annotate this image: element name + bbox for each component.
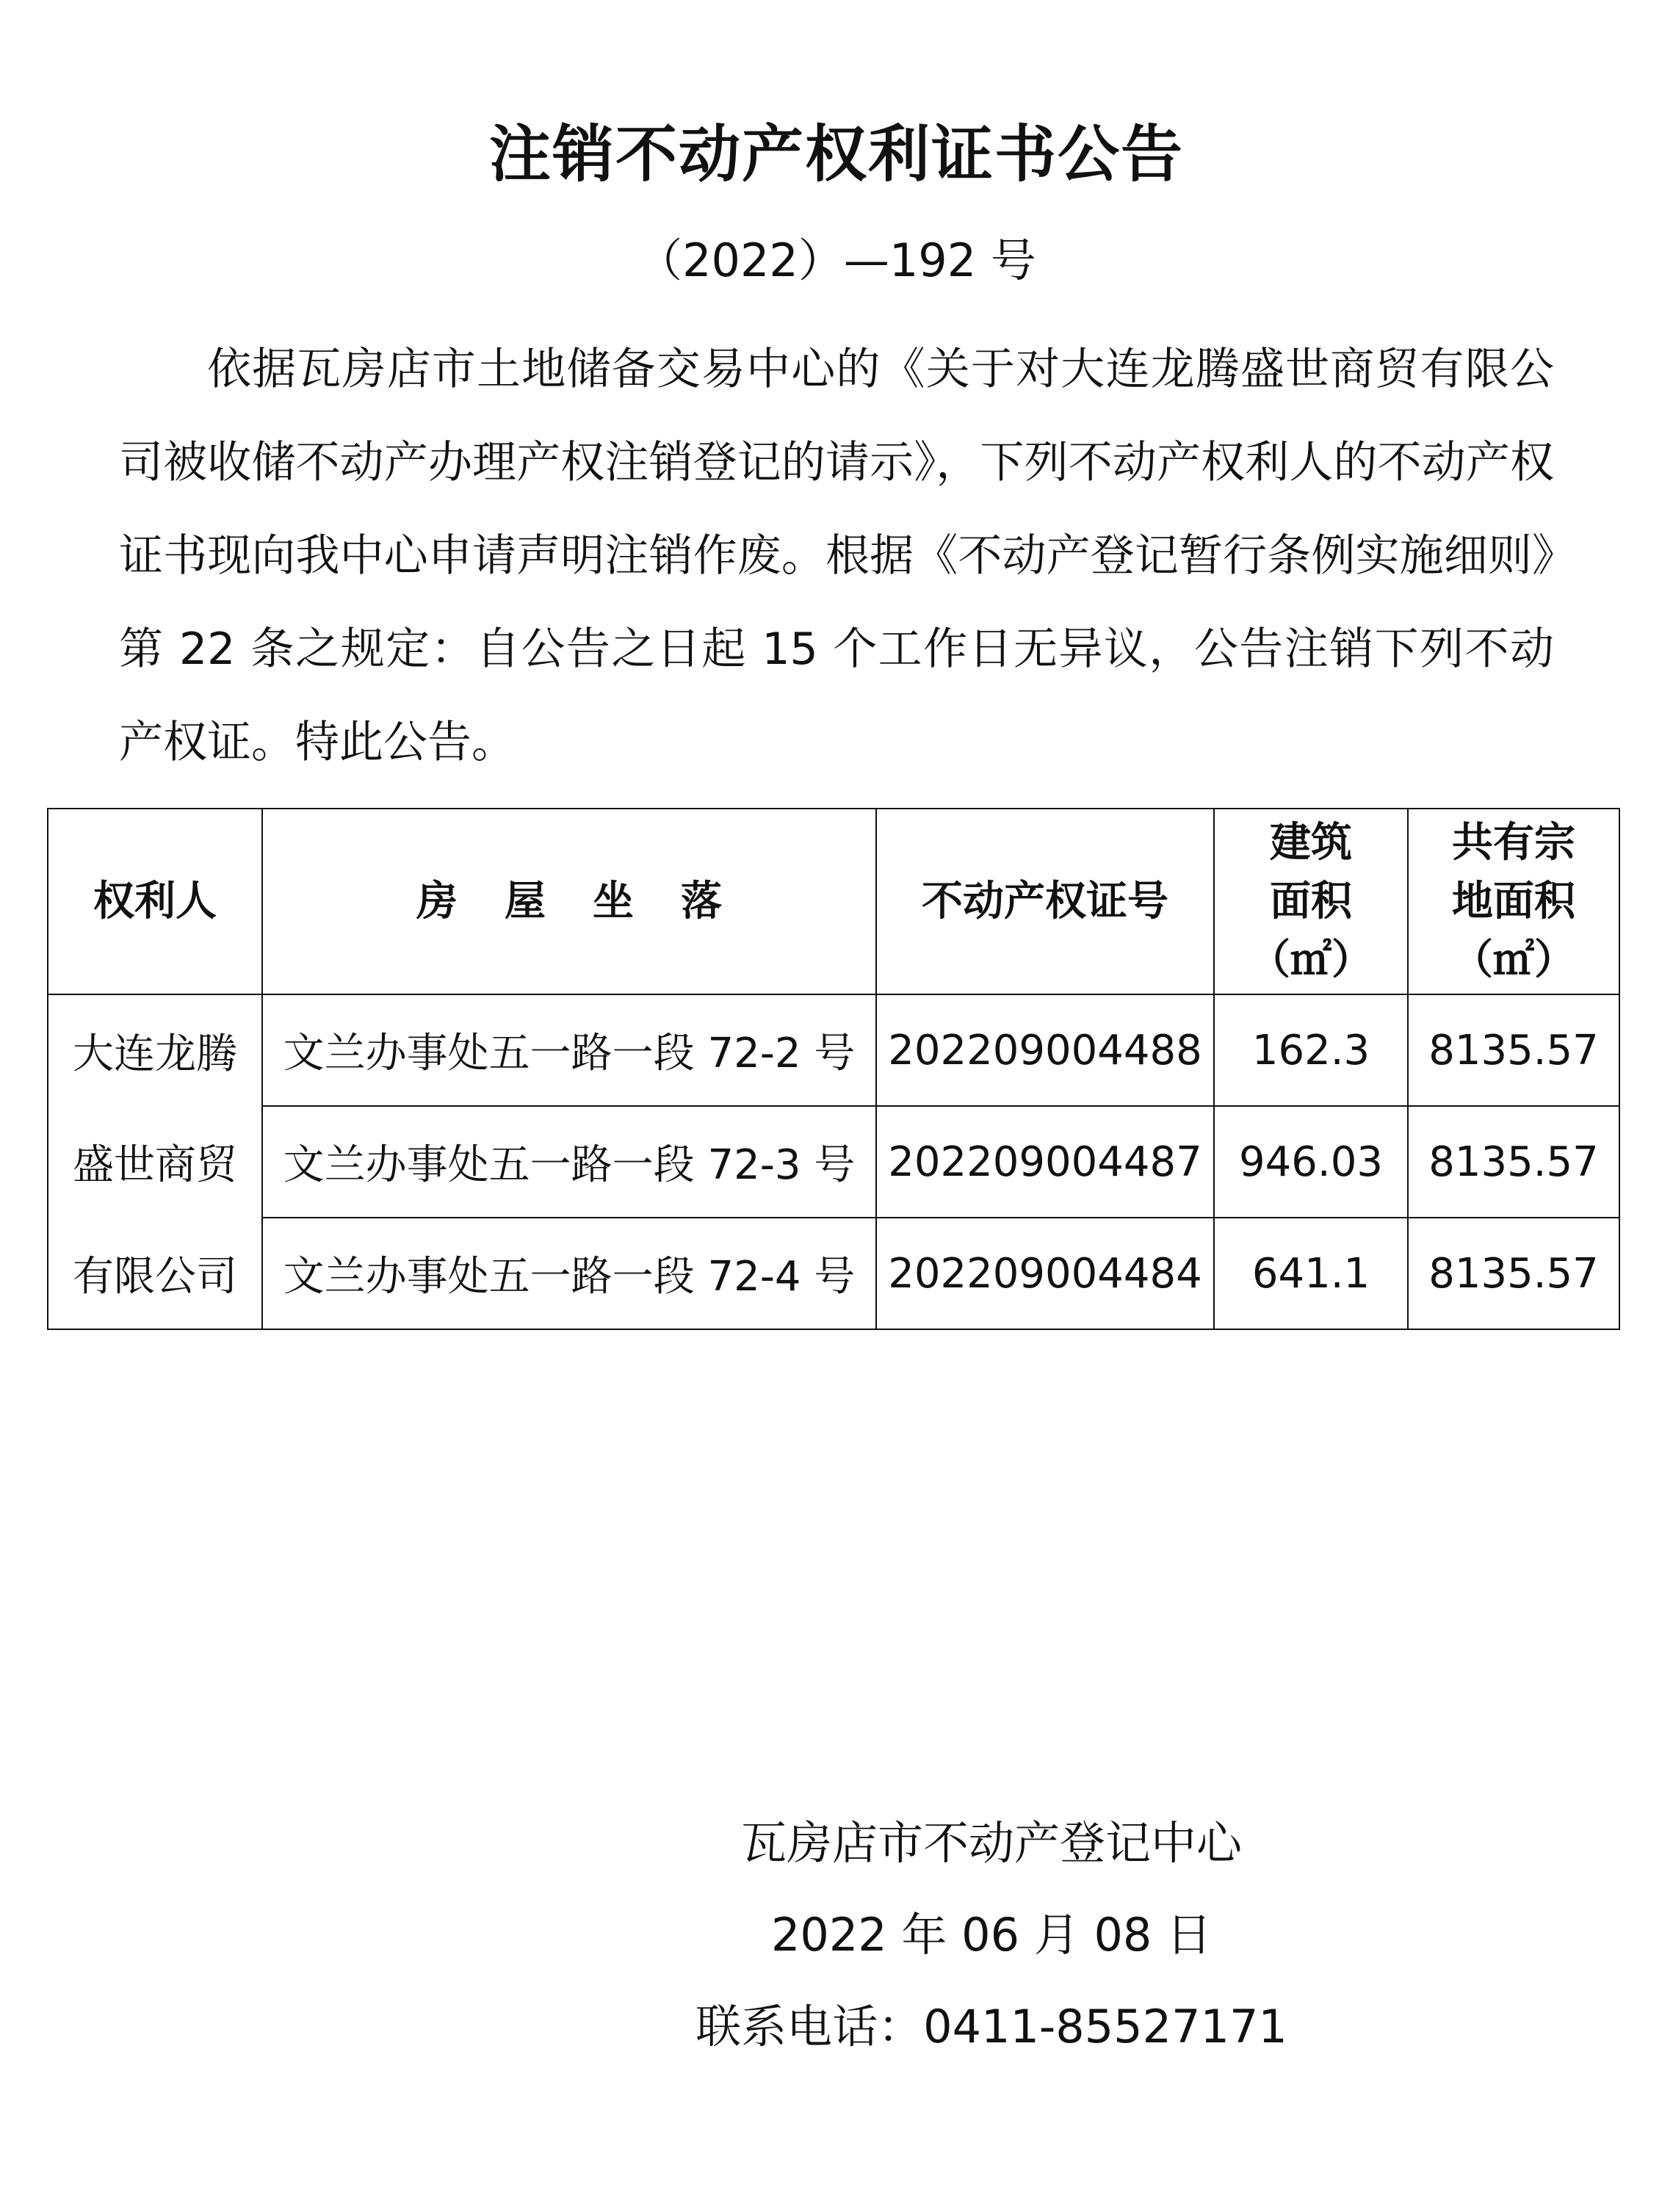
land-area-cell: 8135.57 [1408,994,1619,1106]
header-location-char: 坐 [593,877,634,925]
header-location-char: 屋 [505,877,546,925]
location-cell: 文兰办事处五一路一段 72-3 号 [262,1106,876,1218]
table-header-row [48,809,1619,994]
header-building-area [1214,809,1408,994]
header-land-area-unit: （㎡） [1452,936,1575,984]
header-owner: 权利人 [48,809,262,994]
announcement-paragraph: 依据瓦房店市土地储备交易中心的《关于对大连龙腾盛世商贸有限公司被收储不动产办理产权注销登记的请示》，下列不动产权利人的不动产权证书现向我中心申请声明注销作废。根据《不动产登记暂行条例实施细则》第 22 条之规定：自公告之日起 15 个工作日无异议，公告注销下列不动产权证。特此公告。 [119,344,1554,768]
header-land-area [1408,809,1619,994]
issue-date: 2022 年 06 月 08 日 [770,1908,1213,1962]
land-area-cell: 8135.57 [1408,1218,1619,1329]
location-cell: 文兰办事处五一路一段 72-4 号 [262,1218,876,1329]
owner-cell: 大连龙腾 [48,994,262,1106]
header-building-area-unit: （㎡） [1249,936,1373,984]
building-area-cell: 162.3 [1214,994,1408,1106]
cert-no-cell: 202209004484 [876,1218,1214,1329]
header-building-area-line: 建筑 [1270,818,1352,867]
building-area-cell: 946.03 [1214,1106,1408,1218]
page-title: 注销不动产权利证书公告 [488,118,1184,190]
issuer-name: 瓦房店市不动产登记中心 [740,1816,1242,1870]
contact-phone: 联系电话：0411-85527171 [695,2000,1287,2053]
header-land-area-line: 地面积 [1452,877,1575,925]
header-cert-no: 不动产权证号 [876,809,1214,994]
announcement-body [119,323,1554,789]
certificate-table [47,808,1620,1330]
land-area-cell: 8135.57 [1408,1106,1619,1218]
table-row [48,1106,1619,1218]
header-land-area-line: 共有宗 [1452,818,1575,867]
table-row [48,1218,1619,1329]
table-row [48,994,1619,1106]
header-location [262,809,876,994]
cert-no-cell: 202209004488 [876,994,1214,1106]
owner-cell: 盛世商贸 [48,1106,262,1218]
header-building-area-line: 面积 [1270,877,1352,925]
location-cell: 文兰办事处五一路一段 72-2 号 [262,994,876,1106]
building-area-cell: 641.1 [1214,1218,1408,1329]
document-number: （2022）—192 号 [637,234,1036,287]
owner-cell: 有限公司 [48,1218,262,1329]
header-location-char: 房 [416,877,458,925]
header-location-char: 落 [681,877,722,925]
cert-no-cell: 202209004487 [876,1106,1214,1218]
